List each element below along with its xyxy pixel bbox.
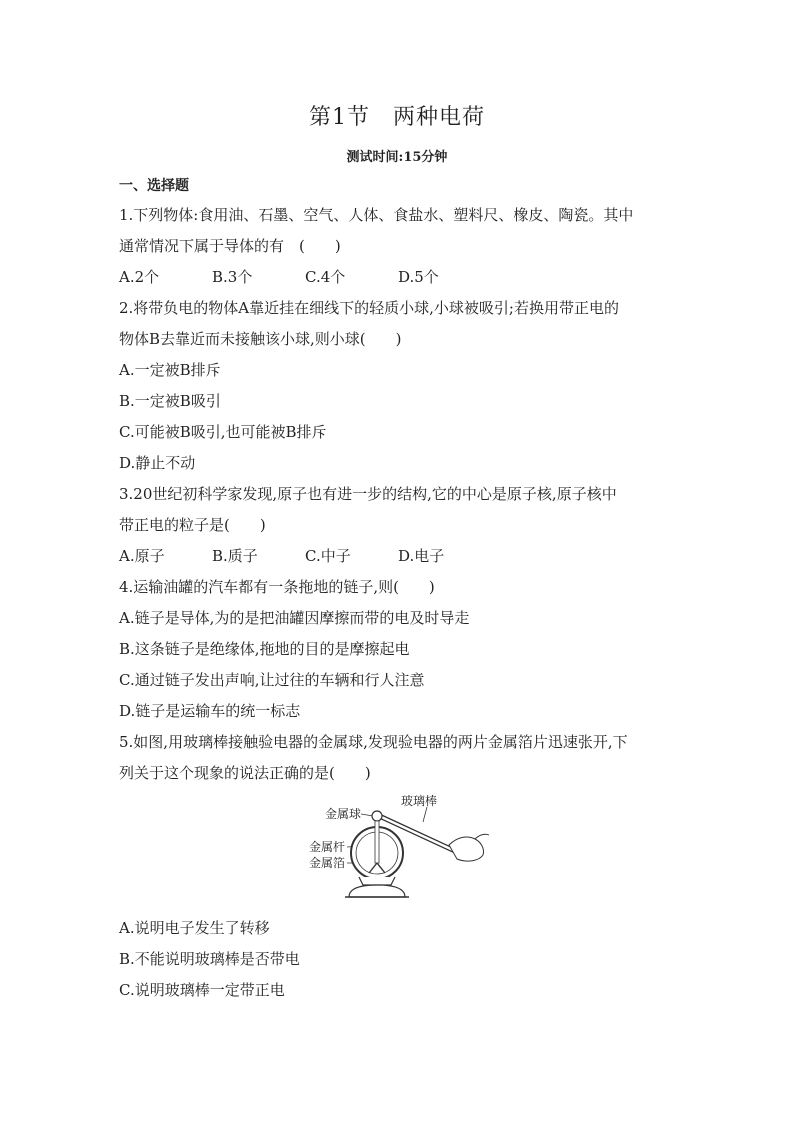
metal-stem: [375, 821, 379, 863]
test-time-subtitle: 测试时间:15分钟: [346, 150, 448, 165]
question-3-stem-line-1: 3.20世纪初科学家发现,原子也有进一步的结构,它的中心是原子核,原子核中: [119, 485, 617, 503]
metal-foil-label: 金属箔: [309, 856, 346, 870]
question-4-stem: 4.运输油罐的汽车都有一条拖地的链子,则( ): [119, 578, 435, 596]
question-2-option-b: B.一定被B吸引: [119, 392, 221, 410]
question-4-option-c: C.通过链子发出声响,让过往的车辆和行人注意: [119, 671, 425, 689]
question-2-option-c: C.可能被B吸引,也可能被B排斥: [119, 423, 327, 441]
question-5-option-a: A.说明电子发生了转移: [119, 919, 270, 937]
question-4-option-b: B.这条链子是绝缘体,拖地的目的是摩擦起电: [119, 640, 410, 658]
question-4-option-a: A.链子是导体,为的是把油罐因摩擦而带的电及时导走: [119, 609, 470, 627]
hand-icon: [449, 837, 484, 861]
option-d: D.电子: [398, 547, 445, 565]
option-c: C.4个: [305, 268, 346, 286]
question-2-stem-line-1: 2.将带负电的物体A靠近挂在细线下的轻质小球,小球被吸引;若换用带正电的: [119, 299, 619, 317]
electroscope-base: [349, 885, 405, 897]
electroscope-stand: [359, 877, 395, 885]
hand-wrist: [475, 834, 489, 839]
page-title: 第1节 两种电荷: [309, 105, 485, 130]
question-5-option-b: B.不能说明玻璃棒是否带电: [119, 950, 300, 968]
metal-ball: [372, 811, 382, 821]
metal-ball-leader: [361, 814, 373, 816]
question-5-option-c: C.说明玻璃棒一定带正电: [119, 981, 285, 999]
question-5-stem-line-1: 5.如图,用玻璃棒接触验电器的金属球,发现验电器的两片金属箔片迅速张开,下: [119, 733, 628, 751]
option-a: A.2个: [119, 268, 160, 286]
question-1-options: [119, 262, 679, 293]
glass-rod-label: 玻璃棒: [401, 794, 438, 808]
option-a: A.原子: [119, 547, 165, 565]
question-2-option-d: D.静止不动: [119, 454, 196, 472]
question-2-stem-line-2: 物体B去靠近而未接触该小球,则小球( ): [119, 330, 402, 348]
question-4-option-d: D.链子是运输车的统一标志: [119, 702, 301, 720]
question-2-option-a: A.一定被B排斥: [119, 361, 221, 379]
question-content: [119, 172, 679, 1006]
question-3-stem-line-2: 带正电的粒子是( ): [119, 516, 266, 534]
option-b: B.3个: [212, 268, 253, 286]
question-5-stem-line-2: 列关于这个现象的说法正确的是( ): [119, 764, 371, 782]
option-c: C.中子: [305, 547, 351, 565]
section-heading: 一、选择题: [119, 178, 189, 194]
option-b: B.质子: [212, 547, 258, 565]
option-d: D.5个: [398, 268, 439, 286]
glass-rod-leader: [423, 807, 427, 822]
electroscope-diagram: [309, 789, 489, 907]
metal-ball-label: 金属球: [325, 807, 362, 821]
metal-stem-label: 金属杆: [309, 840, 346, 854]
question-1-stem-line-1: 1.下列物体:食用油、石墨、空气、人体、食盐水、塑料尺、橡皮、陶瓷。其中: [119, 206, 634, 224]
question-3-options: [119, 541, 679, 572]
electroscope-figure: [119, 789, 679, 913]
question-1-stem-line-2: 通常情况下属于导体的有 ( ): [119, 237, 341, 255]
